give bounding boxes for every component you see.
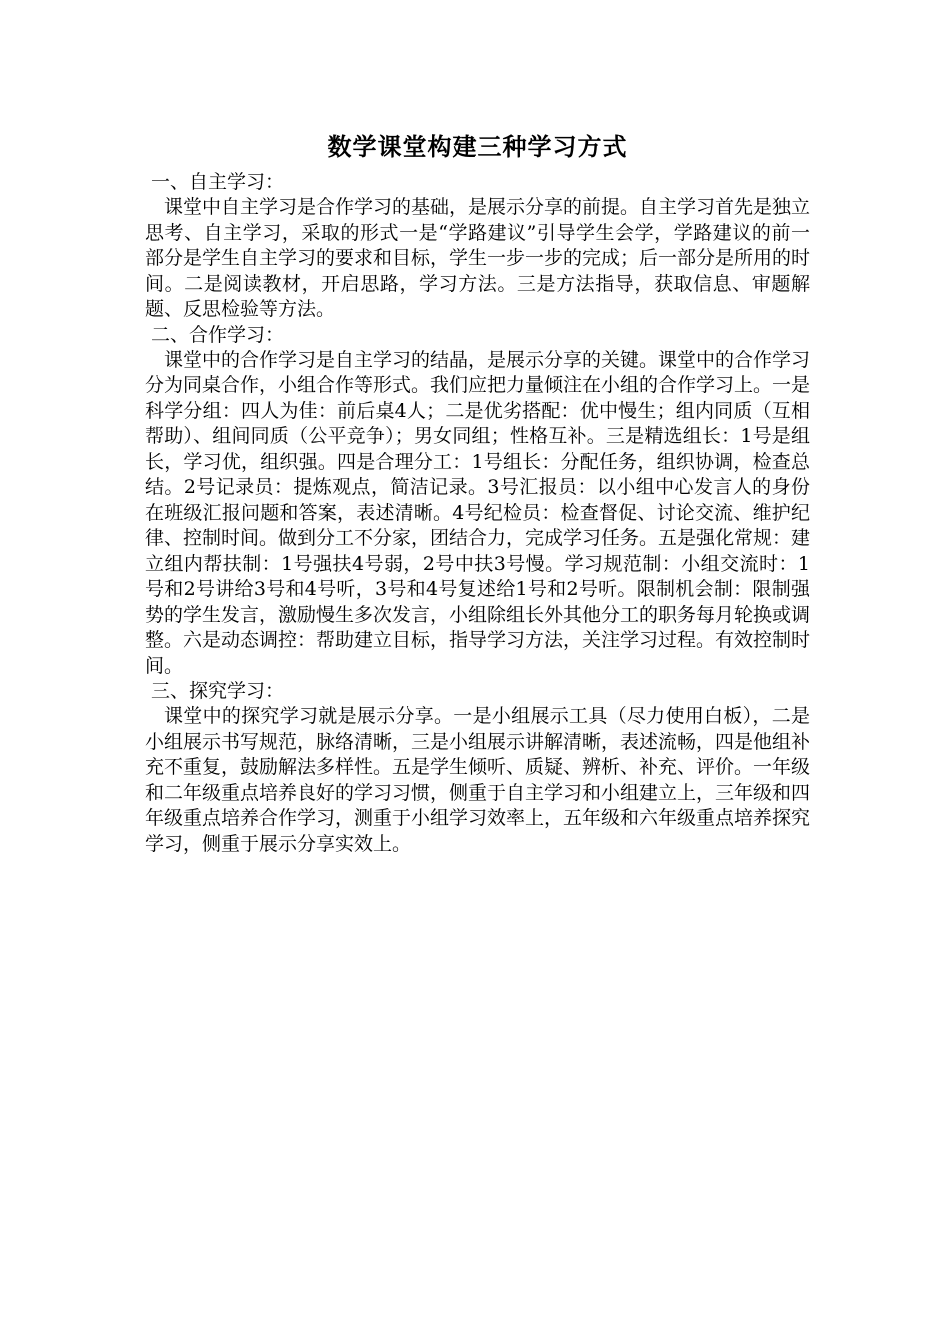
section-inquiry-study	[145, 679, 810, 857]
section-body: 课堂中自主学习是合作学习的基础，是展示分享的前提。自主学习首先是独立思考、自主学习，采取的形式一是“学路建议”引导学生会学，学路建议的前一部分是学生自主学习的要求和目标，学生一步一步的完成；后一部分是所用的时间。二是阅读教材，开启思路，学习方法。三是方法指导，获取信息、审题解题、反思检验等方法。	[145, 196, 811, 320]
section-heading: 三、探究学习：	[151, 680, 285, 702]
section-self-study	[145, 170, 810, 323]
section-heading: 一、自主学习：	[151, 171, 285, 193]
section-cooperative-study	[145, 323, 810, 680]
document-page	[145, 130, 810, 857]
document-title: 数学课堂构建三种学习方式	[327, 132, 628, 161]
section-body: 课堂中的探究学习就是展示分享。一是小组展示工具（尽力使用白板），二是小组展示书写规范，脉络清晰，三是小组展示讲解清晰，表述流畅，四是他组补充不重复，鼓励解法多样性。五是学生倾听、质疑、辨析、补充、评价。一年级和二年级重点培养良好的学习习惯，侧重于自主学习和小组建立上，三年级和四年级重点培养合作学习，测重于小组学习效率上，五年级和六年级重点培养探究学习，侧重于展示分享实效上。	[145, 705, 811, 855]
section-heading: 二、合作学习：	[151, 323, 285, 346]
section-body: 课堂中的合作学习是自主学习的结晶，是展示分享的关键。课堂中的合作学习分为同桌合作，小组合作等形式。我们应把力量倾注在小组的合作学习上。一是科学分组：四人为佳：前后桌4人；二是优劣搭配：优中慢生；组内同质（互相帮助）、组间同质（公平竞争）；男女同组；性格互补。三是精选组长：1号是组长，学习优，组织强。四是合理分工：1号组长：分配任务，组织协调，检查总结。2号记录员：提炼观点，简洁记录。3号汇报员：以小组中心发言人的身份在班级汇报问题和答案，表述清晰。4号纪检员：检查督促、讨论交流、维护纪律、控制时间。做到分工不分家，团结合力，完成学习任务。五是强化常规：建立组内帮扶制：1号强扶4号弱，2号中扶3号慢。学习规范制：小组交流时：1号和2号讲给3号和4号听，3号和4号复述给1号和2号听。限制机会制：限制强势的学生发言，激励慢生多次发言，小组除组长外其他分工的职务每月轮换或调整。六是动态调控：帮助建立目标，指导学习方法，关注学习过程。有效控制时间。	[145, 348, 811, 677]
